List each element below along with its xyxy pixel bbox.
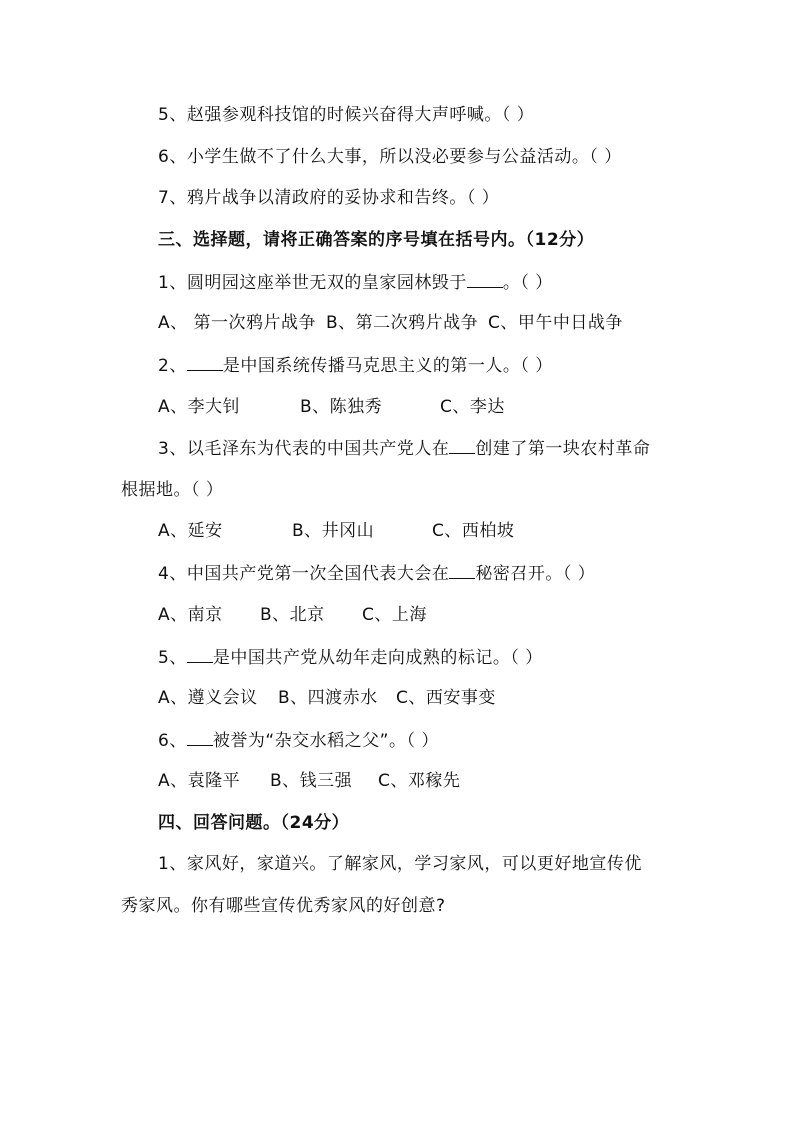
answer-blank bbox=[449, 437, 475, 454]
judge-item-5: 5、赵强参观科技馆的时候兴奋得大声呼喊。（ ） bbox=[158, 105, 535, 125]
question-text-after: 被誉为“杂交水稻之父”。（ ） bbox=[212, 731, 439, 751]
option-b: B、陈独秀 bbox=[300, 397, 383, 417]
judge-item-6: 6、小学生做不了什么大事，所以没必要参与公益活动。（ ） bbox=[158, 147, 622, 167]
option-b: B、第二次鸦片战争 bbox=[325, 313, 479, 333]
option-b: B、四渡赤水 bbox=[278, 688, 378, 708]
section-three-heading: 三、选择题，请将正确答案的序号填在括号内。（12分） bbox=[158, 230, 595, 250]
section-four-heading: 四、回答问题。（24分） bbox=[158, 813, 350, 833]
answer-blank bbox=[467, 271, 503, 288]
question-text-after: 是中国系统传播马克思主义的第一人。（ ） bbox=[222, 356, 553, 376]
option-c: C、西安事变 bbox=[396, 688, 496, 708]
question-text-after: 。（ ） bbox=[502, 273, 553, 293]
answer-blank bbox=[187, 646, 213, 663]
choice-question-4 bbox=[158, 562, 595, 585]
option-a: A、遵义会议 bbox=[158, 688, 258, 708]
choice-options-1 bbox=[158, 312, 623, 334]
choice-options-2 bbox=[158, 396, 505, 418]
option-a: A、袁隆平 bbox=[158, 771, 241, 791]
option-b: B、北京 bbox=[260, 605, 325, 625]
option-a: A、延安 bbox=[158, 521, 223, 541]
judge-item-7: 7、鸦片战争以清政府的妥协求和告终。（ ） bbox=[158, 188, 500, 208]
option-a: A、南京 bbox=[158, 605, 223, 625]
choice-question-3 bbox=[158, 437, 650, 460]
choice-options-5 bbox=[158, 687, 496, 709]
option-a: A、 第一次鸦片战争 bbox=[158, 313, 317, 333]
choice-options-3 bbox=[158, 520, 514, 542]
option-b: B、井冈山 bbox=[292, 521, 375, 541]
question-text-before: 3、以毛泽东为代表的中国共产党人在 bbox=[158, 439, 450, 459]
answer-blank bbox=[449, 562, 475, 579]
question-text-after: 秘密召开。（ ） bbox=[475, 564, 596, 584]
option-b: B、钱三强 bbox=[270, 771, 353, 791]
option-c: C、李达 bbox=[440, 397, 505, 417]
question-text-before: 4、中国共产党第一次全国代表大会在 bbox=[158, 564, 450, 584]
answer-blank bbox=[187, 354, 223, 371]
question-text-before: 2、 bbox=[158, 356, 187, 376]
question-text-after: 创建了第一块农村革命 bbox=[475, 439, 651, 459]
question-text-before: 1、圆明园这座举世无双的皇家园林毁于 bbox=[158, 273, 467, 293]
choice-question-2 bbox=[158, 354, 553, 377]
choice-question-1 bbox=[158, 271, 553, 294]
choice-options-6 bbox=[158, 770, 460, 792]
choice-options-4 bbox=[158, 604, 427, 626]
option-c: C、邓稼先 bbox=[378, 771, 461, 791]
answer-blank bbox=[187, 729, 213, 746]
choice-question-6 bbox=[158, 729, 439, 752]
question-text-before: 6、 bbox=[158, 731, 187, 751]
choice-question-5 bbox=[158, 646, 543, 669]
choice-question-3-continuation: 根据地。（ ） bbox=[121, 480, 224, 500]
answer-question-1-line-2: 秀家风。你有哪些宣传优秀家风的好创意? bbox=[121, 896, 446, 916]
question-text-before: 5、 bbox=[158, 648, 187, 668]
question-text-after: 是中国共产党从幼年走向成熟的标记。（ ） bbox=[212, 648, 543, 668]
option-a: A、李大钊 bbox=[158, 397, 241, 417]
option-c: C、上海 bbox=[362, 605, 427, 625]
option-c: C、西柏坡 bbox=[432, 521, 515, 541]
answer-question-1-line-1: 1、家风好，家道兴。了解家风，学习家风，可以更好地宣传优 bbox=[158, 854, 642, 874]
option-c: C、甲午中日战争 bbox=[488, 313, 623, 333]
